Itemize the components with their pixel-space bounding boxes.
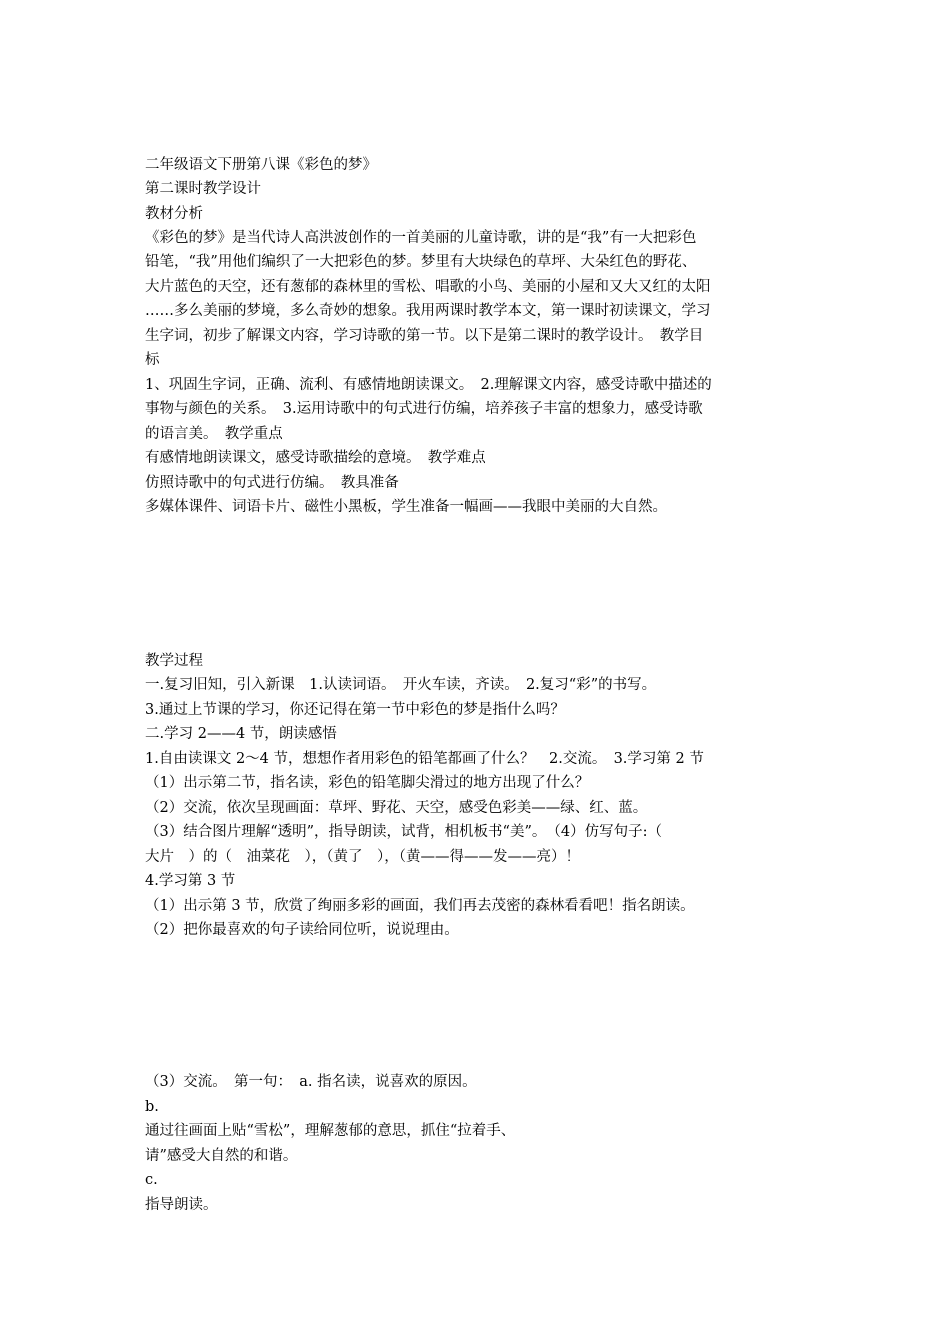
paragraph-line: 的语言美。 教学重点: [145, 426, 283, 442]
section-heading-process: 教学过程: [145, 653, 203, 669]
paragraph-line: （3）交流。 第一句： a. 指名读，说喜欢的原因。: [145, 1074, 477, 1090]
paragraph-line: 通过往画面上贴“雪松”，理解葱郁的意思，抓住“拉着手、: [145, 1123, 516, 1139]
paragraph-line: 有感情地朗读课文，感受诗歌描绘的意境。 教学难点: [145, 450, 486, 466]
paragraph-line: 生字词，初步了解课文内容，学习诗歌的第一节。以下是第二课时的教学设计。 教学目: [145, 328, 704, 344]
paragraph-line: 大片蓝色的天空，还有葱郁的森林里的雪松、唱歌的小鸟、美丽的小屋和又大又红的太阳: [145, 279, 711, 295]
paragraph-line: 请”感受大自然的和谐。: [145, 1148, 298, 1164]
paragraph-line: 事物与颜色的关系。 3.运用诗歌中的句式进行仿编，培养孩子丰富的想象力，感受诗歌: [145, 401, 703, 417]
paragraph-line: 《彩色的梦》是当代诗人高洪波创作的一首美丽的儿童诗歌，讲的是“我”有一大把彩色: [145, 230, 697, 246]
paragraph-line: 1.自由读课文 2～4 节，想想作者用彩色的铅笔都画了什么？ 2.交流。 3.学习第 2 节: [145, 751, 704, 767]
paragraph-line: ……多么美丽的梦境，多么奇妙的想象。我用两课时教学本文，第一课时初读课文，学习: [145, 303, 711, 319]
paragraph-line: （2）交流，依次呈现画面：草坪、野花、天空，感受色彩美——绿、红、蓝。: [145, 800, 648, 816]
paragraph-line: 多媒体课件、词语卡片、磁性小黑板，学生准备一幅画——我眼中美丽的大自然。: [145, 499, 667, 515]
section-heading-analysis: 教材分析: [145, 206, 203, 222]
paragraph-line: （1）出示第二节，指名读，彩色的铅笔脚尖滑过的地方出现了什么？: [145, 775, 590, 791]
paragraph-line: 一.复习旧知，引入新课 1.认读词语。 开火车读，齐读。 2.复习“彩”的书写。: [145, 677, 657, 693]
paragraph-line: 二.学习 2——4 节，朗读感悟: [145, 726, 337, 742]
paragraph-line: 铅笔，“我”用他们编织了一大把彩色的梦。梦里有大块绿色的草坪、大朵红色的野花、: [145, 254, 697, 270]
paragraph-line: 大片 ）的（ 油菜花 ），（黄了 ），（黄——得——发——亮）！: [145, 849, 580, 865]
paragraph-line: （2）把你最喜欢的句子读给同位听，说说理由。: [145, 922, 459, 938]
paragraph-line: （1）出示第 3 节，欣赏了绚丽多彩的画面，我们再去茂密的森林看看吧！指名朗读。: [145, 898, 695, 914]
paragraph-line: b.: [145, 1099, 159, 1115]
doc-title: 二年级语文下册第八课《彩色的梦》: [145, 157, 377, 173]
paragraph-line: （3）结合图片理解“透明”，指导朗读，试背，相机板书“美”。 （4）仿写句子:（: [145, 824, 662, 840]
paragraph-line: 标: [145, 352, 160, 368]
doc-subtitle: 第二课时教学设计: [145, 181, 261, 197]
paragraph-line: 仿照诗歌中的句式进行仿编。 教具准备: [145, 475, 399, 491]
paragraph-line: 1、巩固生字词，正确、流利、有感情地朗读课文。 2.理解课文内容，感受诗歌中描述的: [145, 377, 712, 393]
paragraph-line: 指导朗读。: [145, 1197, 218, 1213]
paragraph-line: 4.学习第 3 节: [145, 873, 236, 889]
paragraph-line: 3.通过上节课的学习，你还记得在第一节中彩色的梦是指什么吗？: [145, 702, 565, 718]
paragraph-line: c.: [145, 1172, 158, 1188]
